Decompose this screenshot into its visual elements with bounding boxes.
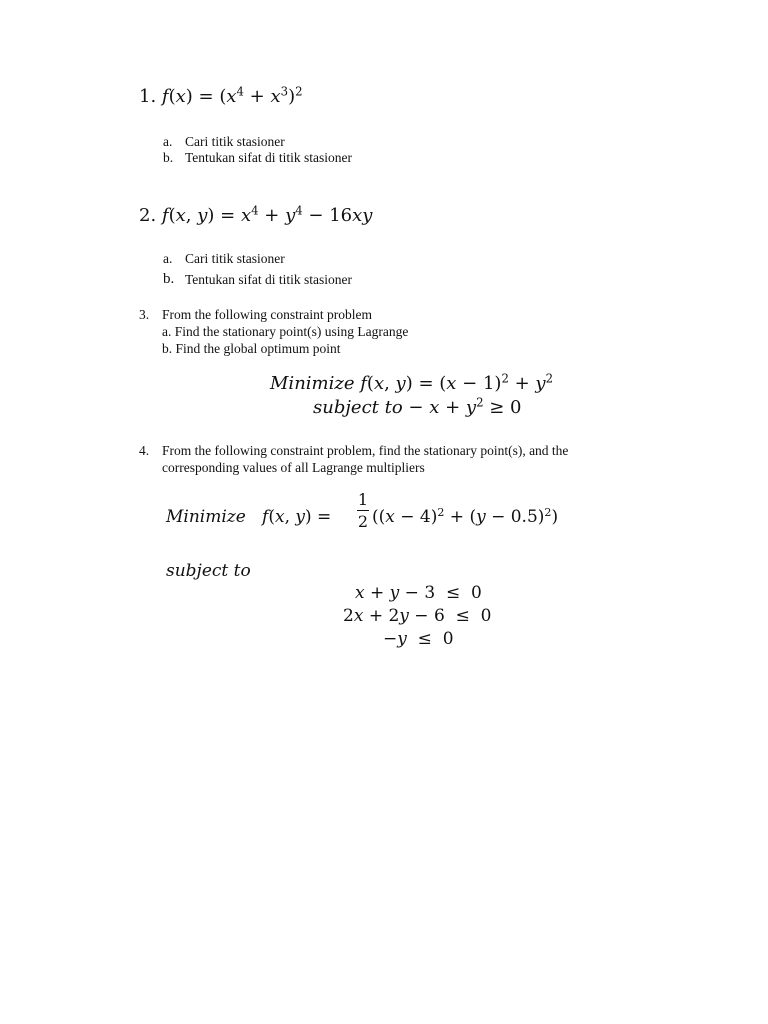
- problem-4-objective-left: Minimize f(x, y) =: [166, 507, 332, 527]
- fraction-denominator: 2: [357, 512, 369, 531]
- problem-4-objective-right: $((x - 4)^2 + (y - 0.5)^2)$: [372, 505, 559, 527]
- problem-1-number: 1.: [139, 86, 157, 107]
- problem-1-equation: 1. $f(x) = (x^4 + x^3)^2$: [139, 84, 303, 107]
- problem-3-minimize-word: Minimize: [270, 373, 355, 394]
- fraction-numerator: 1: [357, 490, 369, 509]
- problem-2-b-marker: b.: [163, 271, 175, 287]
- problem-2-equation: 2. f(x, $y) = x^4 + y^4 - 16xy$: [139, 203, 373, 226]
- problem-1-a-text: Cari titik stasioner: [185, 134, 285, 149]
- problem-3-part-a: a. Find the stationary point(s) using Lagrange: [162, 324, 409, 339]
- problem-2-b-text: Tentukan sifat di titik stasioner: [185, 272, 353, 287]
- problem-4-number: 4.: [139, 443, 150, 458]
- problem-3-part-b: b. Find the global optimum point: [162, 341, 341, 356]
- problem-4-constraint-1: x + y − 3 ≤ 0: [355, 583, 482, 603]
- problem-3-number: 3.: [139, 307, 150, 322]
- problem-4-minimize-word: Minimize: [166, 507, 246, 527]
- problem-3-intro: From the following constraint problem: [162, 307, 372, 322]
- fraction-bar: [357, 510, 369, 511]
- problem-1-a-marker: a.: [163, 134, 173, 149]
- problem-2-a-text: Cari titik stasioner: [185, 251, 285, 266]
- problem-4-line-2: corresponding values of all Lagrange multipliers: [162, 460, 425, 475]
- problem-3-objective: Minimize f(x, $y) = (x - 1)^2 + y^2$: [270, 371, 554, 394]
- problem-2-number: 2.: [139, 205, 157, 226]
- problem-3-subject-to: subject to: [313, 397, 403, 418]
- problem-4-subject-to: subject to: [166, 561, 251, 581]
- problem-4-constraint-2: 2x + 2y − 6 ≤ 0: [343, 606, 492, 626]
- problem-1-b-text: Tentukan sifat di titik stasioner: [185, 150, 353, 165]
- problem-2-a-marker: a.: [163, 251, 173, 266]
- problem-4-line-1: From the following constraint problem, find the stationary point(s), and the: [162, 443, 569, 458]
- problem-4-fraction: [356, 490, 370, 532]
- problem-3-constraint: subject to − $x + y^2 \ge 0$: [313, 395, 522, 418]
- problem-1-b-marker: b.: [163, 150, 174, 165]
- problem-4-constraint-3: −y ≤ 0: [383, 629, 454, 649]
